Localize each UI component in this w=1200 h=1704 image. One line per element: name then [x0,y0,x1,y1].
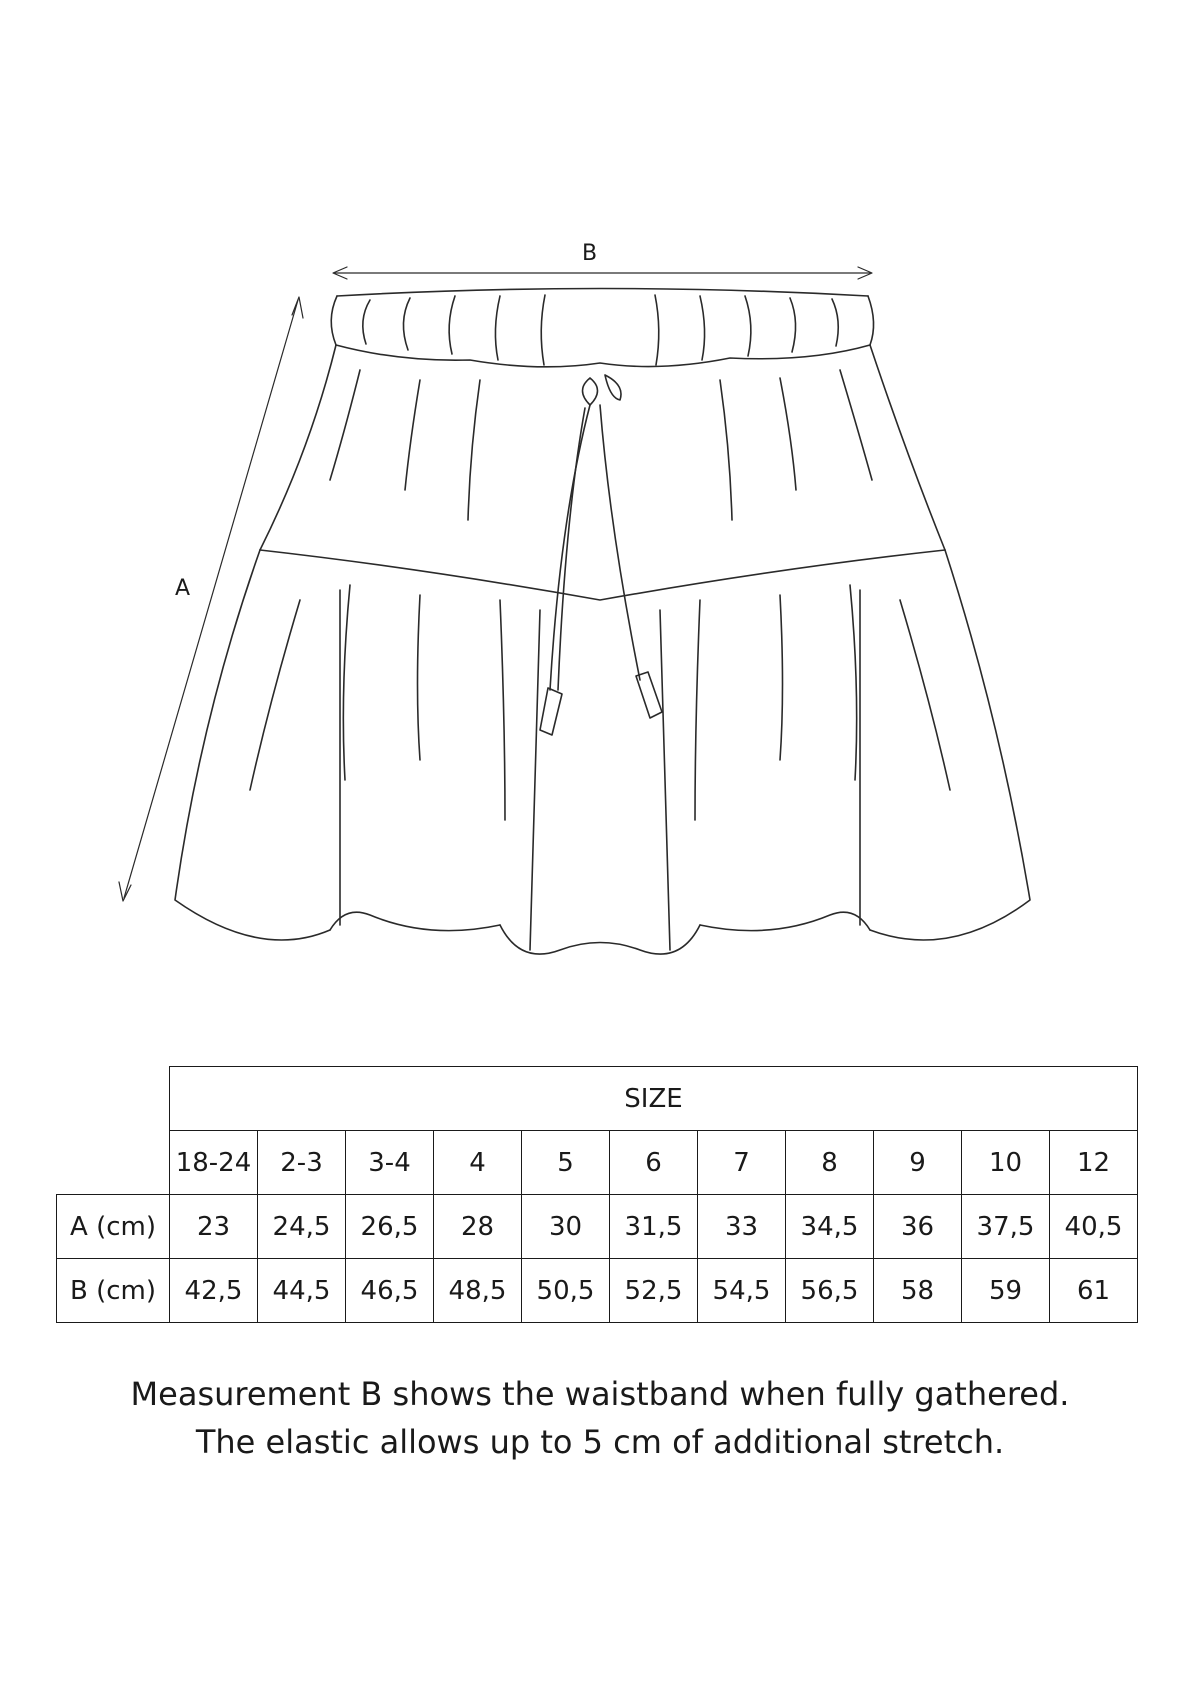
upper-tier [260,345,945,600]
size-chart-table [56,1066,1138,1323]
table-cell: 30 [522,1195,610,1259]
table-cell: 28 [434,1195,522,1259]
note-line-1: Measurement B shows the waistband when fully gathered. [130,1375,1070,1413]
table-corner [57,1067,170,1195]
table-cell: 36 [874,1195,962,1259]
size-header: 7 [698,1131,786,1195]
table-cell: 46,5 [346,1259,434,1323]
note-line-2: The elastic allows up to 5 cm of additional stretch. [195,1423,1005,1461]
measurement-note [0,1370,1200,1466]
table-cell: 44,5 [258,1259,346,1323]
table-cell: 33 [698,1195,786,1259]
dimension-label-a: A [175,576,191,601]
row-label-a: A (cm) [57,1195,170,1259]
table-cell: 40,5 [1050,1195,1138,1259]
table-cell: 31,5 [610,1195,698,1259]
size-header: 12 [1050,1131,1138,1195]
size-header: 10 [962,1131,1050,1195]
dimension-arrow-b [333,267,872,279]
table-cell: 50,5 [522,1259,610,1323]
table-cell: 58 [874,1259,962,1323]
size-header: 2-3 [258,1131,346,1195]
waistband [331,289,873,367]
table-title-row [57,1067,1138,1131]
table-cell: 59 [962,1259,1050,1323]
size-header: 18-24 [170,1131,258,1195]
table-cell: 23 [170,1195,258,1259]
size-header: 8 [786,1131,874,1195]
size-header: 4 [434,1131,522,1195]
size-header: 3-4 [346,1131,434,1195]
dimension-arrow-a [119,297,303,901]
size-title: SIZE [170,1067,1138,1131]
lower-tier [175,550,1030,954]
table-row [57,1195,1138,1259]
table-cell: 48,5 [434,1259,522,1323]
dimension-label-b: B [582,241,598,266]
row-label-b: B (cm) [57,1259,170,1323]
table-cell: 42,5 [170,1259,258,1323]
size-header: 9 [874,1131,962,1195]
table-cell: 37,5 [962,1195,1050,1259]
table-cell: 54,5 [698,1259,786,1323]
table-cell: 24,5 [258,1195,346,1259]
size-header-row [57,1131,1138,1195]
table-cell: 56,5 [786,1259,874,1323]
table-row [57,1259,1138,1323]
table-cell: 34,5 [786,1195,874,1259]
size-header: 5 [522,1131,610,1195]
table-cell: 61 [1050,1259,1138,1323]
drawstring [540,375,662,735]
table-cell: 52,5 [610,1259,698,1323]
size-header: 6 [610,1131,698,1195]
table-cell: 26,5 [346,1195,434,1259]
